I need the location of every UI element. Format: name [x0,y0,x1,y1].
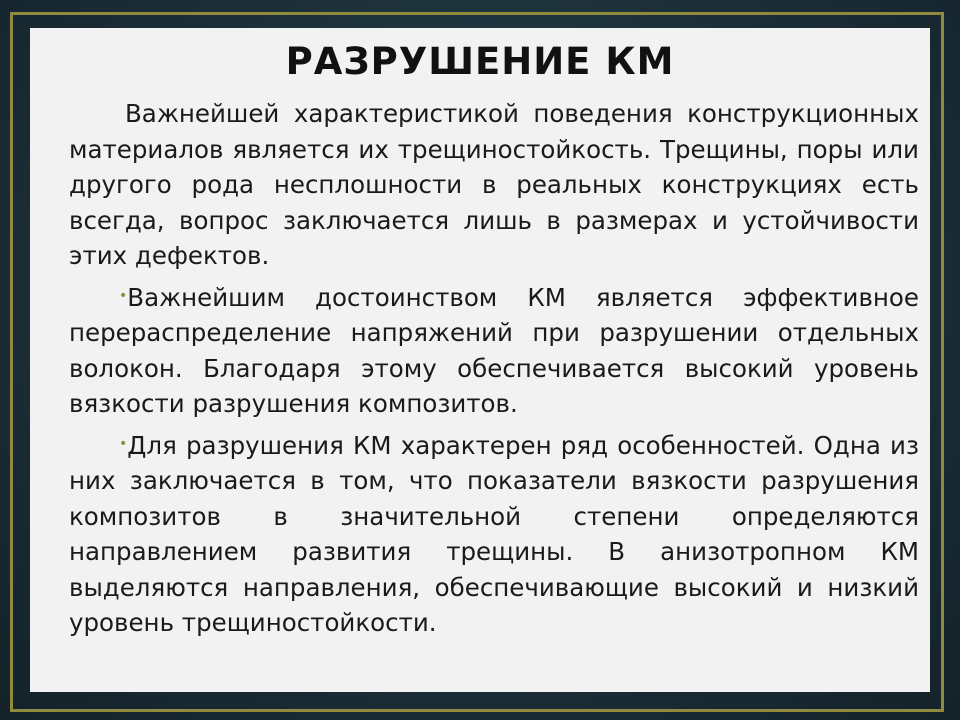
slide-body [69,96,919,646]
slide-title: РАЗРУШЕНИЕ КМ [285,40,675,83]
paragraph-3-text: Для разрушения КМ характерен ряд особенностей. Одна из них заключается в том, что показатели вязкости разрушения композитов в значительной степени определяются направлением развития трещины. В анизотропном КМ выделяются направления, обеспечивающие высокий и низкий уровень трещиностойкости. [69,430,919,637]
bullet-icon: • [119,287,128,304]
slide-panel [30,28,930,692]
paragraph-1-text: Важнейшей характеристикой поведения конструкционных материалов является их трещиностойкость. Трещины, поры или другого рода несплошности в реальных конструкциях есть всегда, вопрос заключается лишь в размерах и устойчивости этих дефектов. [69,99,919,270]
paragraph-2 [69,279,919,422]
paragraph-2-text: Важнейшим достоинством КМ является эффективное перераспределение напряжений при разрушении отдельных волокон. Благодаря этому обеспечивается высокий уровень вязкости разрушения композитов. [69,282,919,418]
paragraph-3 [69,427,919,641]
bullet-icon: • [119,435,128,452]
paragraph-1 [69,96,919,274]
